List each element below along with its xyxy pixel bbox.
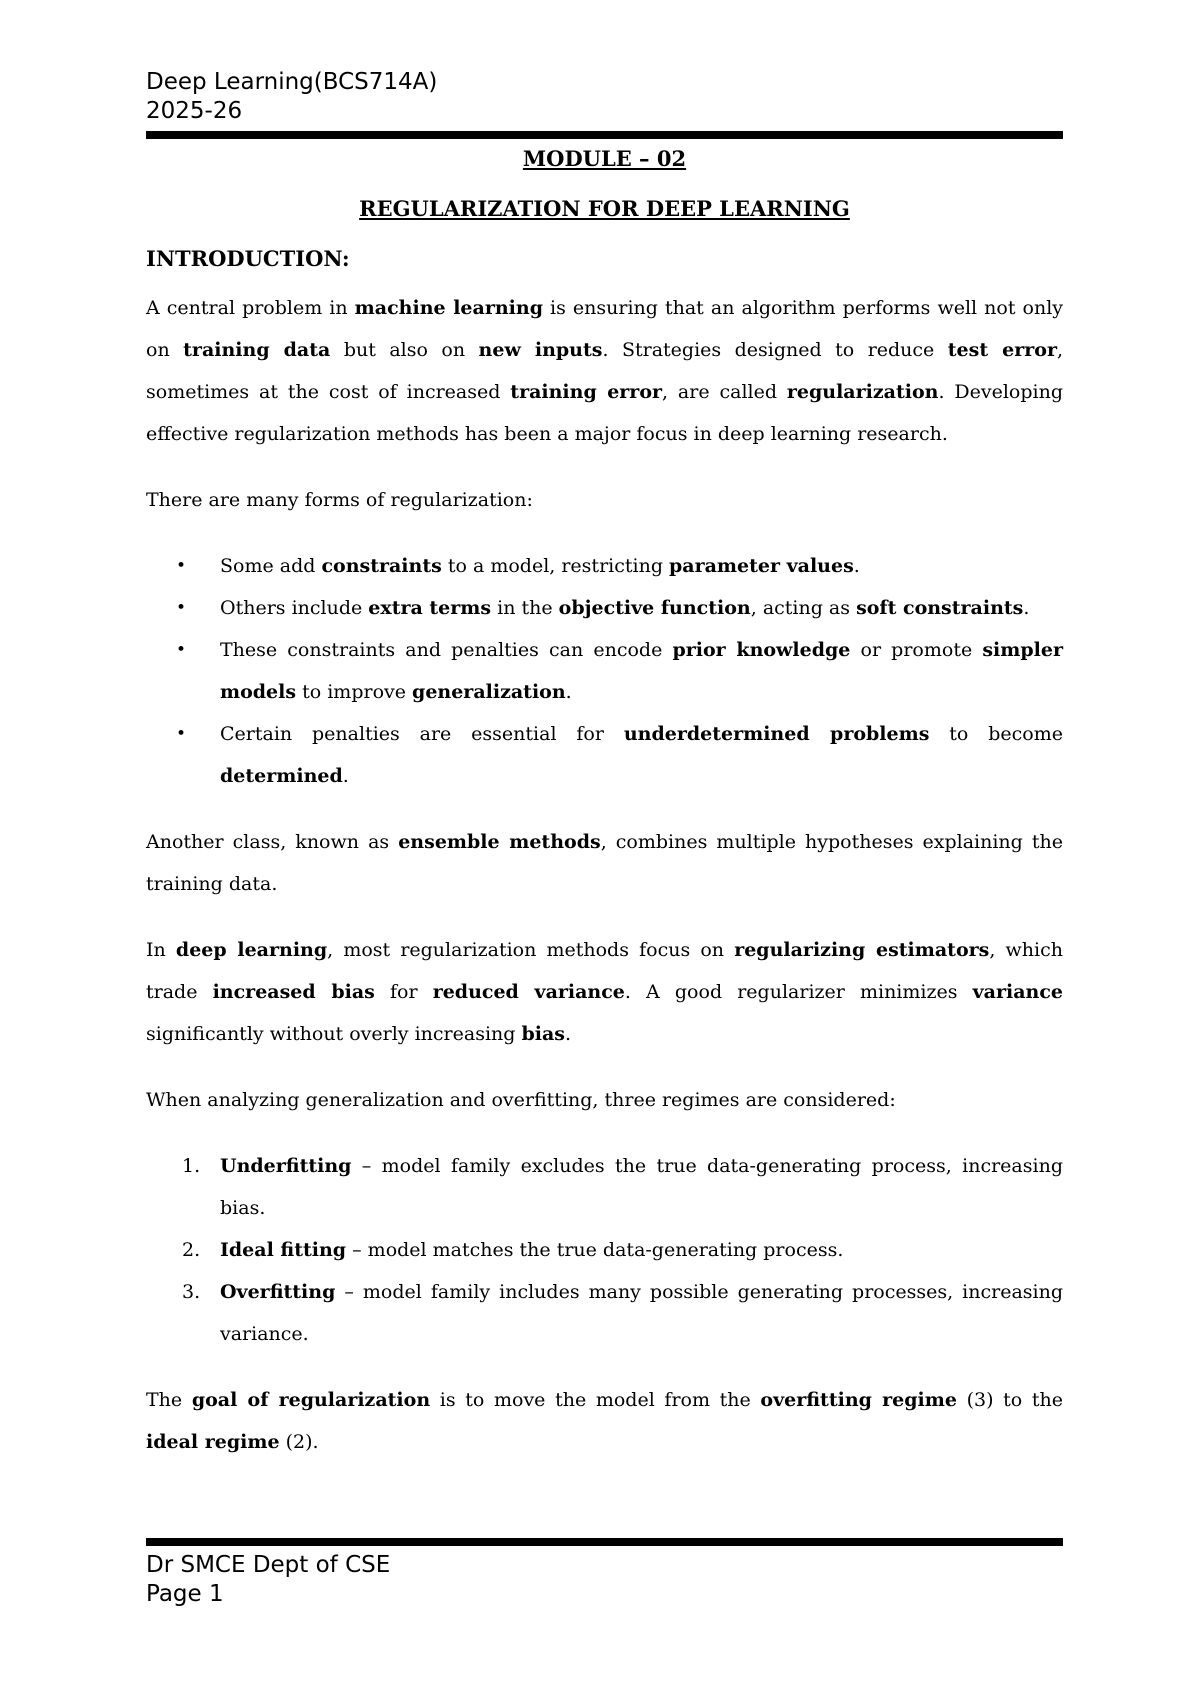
module-title: MODULE – 02 <box>522 146 687 171</box>
intro-paragraph-4: In deep learning, most regularization methods focus on regularizing estimators, which trade increased bias for reduced variance. A good regularizer minimizes variance significantly without overly increasing bias. <box>146 939 1063 1045</box>
intro-paragraph-5: When analyzing generalization and overfitting, three regimes are considered: <box>146 1089 896 1111</box>
academic-year: 2025-26 <box>146 98 243 124</box>
page-footer <box>146 1551 390 1609</box>
list-item: • Certain penalties are essential for underdetermined problems to become determined. <box>176 723 1063 787</box>
intro-paragraph-3: Another class, known as ensemble methods, combines multiple hypotheses explaining the training data. <box>146 831 1064 895</box>
section-heading-introduction: INTRODUCTION: <box>146 246 350 271</box>
intro-paragraph-1: A central problem in machine learning is ensuring that an algorithm performs well not only on training data but also on new inputs. Strategies designed to reduce test error, sometimes at the cost of increased training error, are called regularization. Developing effective regularization methods has been a major focus in deep learning research. <box>146 297 1064 445</box>
module-subtitle: REGULARIZATION FOR DEEP LEARNING <box>359 196 850 221</box>
list-item: • Some add constraints to a model, restricting parameter values. <box>176 555 860 577</box>
list-item: • Others include extra terms in the objective function, acting as soft constraints. <box>176 597 1030 619</box>
list-item: 1. Underfitting – model family excludes the true data-generating process, increasing bias. <box>182 1155 1063 1219</box>
course-title: Deep Learning(BCS714A) <box>146 69 438 95</box>
page-header <box>146 68 437 126</box>
footer-rule <box>146 1538 1063 1546</box>
page-number: Page 1 <box>146 1581 224 1607</box>
intro-paragraph-6: The goal of regularization is to move the model from the overfitting regime (3) to the ideal regime (2). <box>146 1389 1063 1453</box>
list-item: • These constraints and penalties can encode prior knowledge or promote simpler models to improve generalization. <box>176 639 1063 703</box>
regimes-list <box>146 1145 1063 1355</box>
intro-paragraph-2: There are many forms of regularization: <box>146 489 533 511</box>
document-body <box>146 145 1063 1463</box>
header-rule <box>146 131 1063 139</box>
list-item: 3. Overfitting – model family includes many possible generating processes, increasing variance. <box>182 1281 1063 1345</box>
regularization-forms-list <box>146 545 1063 797</box>
footer-dept: Dr SMCE Dept of CSE <box>146 1552 391 1578</box>
list-item: 2. Ideal fitting – model matches the true data-generating process. <box>182 1239 844 1261</box>
